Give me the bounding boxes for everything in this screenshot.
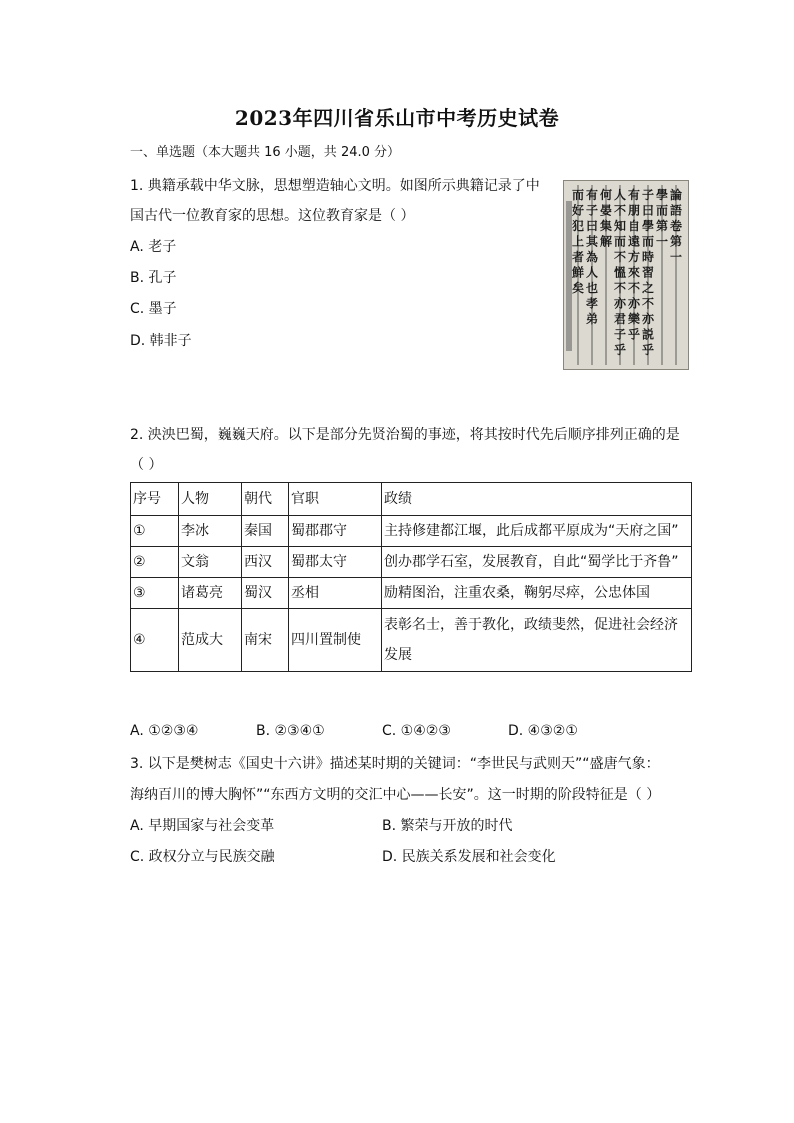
table-cell: 诸葛亮: [179, 578, 242, 609]
classical-glyph: 方: [627, 250, 641, 264]
table-cell: 范成大: [179, 609, 242, 672]
page-title: 2023年四川省乐山市中考历史试卷: [234, 106, 560, 130]
table-cell: ①: [131, 516, 179, 547]
q1-option-b: B. 孔子: [130, 270, 177, 286]
q3-text-line1: 3. 以下是樊树志《国史十六讲》描述某时期的关键词：“李世民与武则天”“盛唐气象：: [130, 756, 660, 772]
table-row: [131, 578, 692, 609]
table-cell: 励精图治，注重农桑，鞠躬尽瘁，公忠体国: [382, 578, 692, 609]
table-cell: 主持修建都江堰，此后成都平原成为“天府之国”: [382, 516, 692, 547]
classical-glyph: 集: [599, 219, 613, 233]
q1-option-a: A. 老子: [130, 239, 177, 255]
classical-glyph: 自: [627, 219, 641, 233]
classical-glyph: 而: [571, 188, 585, 202]
q1-text-line1: 1. 典籍承载中华文脉，思想塑造轴心文明。如图所示典籍记录了中: [130, 178, 540, 194]
classical-glyph: 亦: [613, 296, 627, 311]
q2-text-line2: （ ）: [130, 457, 163, 473]
table-cell: 西汉: [242, 547, 289, 578]
classical-glyph: 子: [585, 203, 599, 218]
classical-glyph: 知: [613, 219, 627, 233]
classical-glyph: 學: [641, 219, 655, 233]
classical-glyph: 有: [585, 188, 599, 202]
analects-scan-illustration: [564, 181, 688, 369]
classical-glyph: 上: [571, 234, 585, 249]
table-cell: 蜀汉: [242, 578, 289, 609]
section-heading: 一、单选题（本大题共 16 小题，共 24.0 分）: [130, 145, 401, 160]
q2-text-line1: 2. 泱泱巴蜀，巍巍天府。以下是部分先贤治蜀的事迹，将其按时代先后顺序排列正确的是: [130, 427, 680, 443]
table-cell: 蜀郡太守: [289, 547, 382, 578]
table-header-cell: 序号: [131, 483, 179, 516]
q3-text-line2: 海纳百川的博大胸怀”“东西方文明的交汇中心——长安”。这一时期的阶段特征是（ ）: [130, 787, 661, 803]
table-row: [131, 547, 692, 578]
q1-text-line2: 国古代一位教育家的思想。这位教育家是（ ）: [130, 208, 415, 224]
classical-glyph: 何: [599, 188, 613, 202]
analects-book-image: [563, 180, 689, 370]
table-row: [131, 516, 692, 547]
table-cell: 南宋: [242, 609, 289, 672]
classical-glyph: 來: [627, 265, 641, 280]
table-cell: 四川置制使: [289, 609, 382, 672]
classical-glyph: 説: [641, 327, 655, 342]
table-cell: 秦国: [242, 516, 289, 547]
table-cell: 蜀郡郡守: [289, 516, 382, 547]
classical-glyph: 犯: [571, 219, 585, 233]
classical-glyph: 不: [613, 203, 627, 218]
classical-glyph: 第: [655, 219, 669, 233]
classical-glyph: 一: [655, 234, 669, 249]
q3-option-b: B. 繁荣与开放的时代: [382, 818, 513, 834]
classical-glyph: 矣: [571, 281, 585, 295]
classical-glyph: 其: [585, 234, 599, 249]
classical-glyph: 乎: [641, 343, 655, 357]
classical-glyph: 乎: [613, 343, 627, 357]
classical-glyph: 樂: [627, 312, 641, 326]
classical-glyph: 時: [641, 250, 655, 264]
classical-glyph: 曰: [641, 203, 655, 218]
classical-glyph: 遠: [627, 234, 641, 249]
classical-glyph: 不: [613, 250, 627, 264]
classical-glyph: 孝: [585, 296, 599, 311]
classical-glyph: 弟: [585, 312, 599, 326]
q2-option-b: B. ②③④①: [256, 723, 325, 739]
classical-glyph: 乎: [627, 327, 641, 342]
table-cell: 李冰: [179, 516, 242, 547]
classical-glyph: 者: [571, 250, 585, 264]
classical-glyph: 不: [627, 281, 641, 295]
classical-glyph: 亦: [627, 296, 641, 311]
q3-option-d: D. 民族关系发展和社会变化: [382, 849, 556, 865]
classical-glyph: 人: [585, 265, 599, 280]
q1-option-d: D. 韩非子: [130, 333, 192, 349]
classical-glyph: 人: [613, 188, 627, 202]
table-cell: ③: [131, 578, 179, 609]
table-cell: ②: [131, 547, 179, 578]
classical-glyph: 語: [669, 203, 683, 218]
classical-glyph: 君: [613, 312, 627, 326]
classical-glyph: 學: [655, 188, 669, 202]
q3-option-a: A. 早期国家与社会变革: [130, 818, 275, 834]
classical-glyph: 子: [613, 327, 627, 342]
q2-table: [130, 482, 692, 672]
classical-glyph: 之: [641, 281, 655, 295]
q2-option-c: C. ①④②③: [382, 723, 451, 739]
classical-glyph: 而: [641, 234, 655, 249]
classical-glyph: 一: [669, 250, 683, 264]
classical-glyph: 卷: [669, 219, 683, 233]
table-header-cell: 政绩: [382, 483, 692, 516]
classical-glyph: 第: [669, 234, 683, 249]
classical-glyph: 晏: [599, 203, 613, 218]
classical-glyph: 不: [641, 296, 655, 311]
table-header-row: [131, 483, 692, 516]
classical-glyph: 慍: [613, 265, 627, 280]
q2-option-a: A. ①②③④: [130, 723, 199, 739]
classical-glyph: 朋: [627, 203, 641, 218]
classical-glyph: 為: [585, 250, 599, 264]
table-cell: 创办郡学石室，发展教育，自此“蜀学比于齐鲁”: [382, 547, 692, 578]
classical-glyph: 而: [613, 234, 627, 249]
classical-glyph: 習: [641, 265, 655, 280]
classical-glyph: 好: [571, 203, 585, 218]
q1-option-c: C. 墨子: [130, 301, 177, 317]
table-cell: 文翁: [179, 547, 242, 578]
classical-glyph: 解: [599, 234, 613, 249]
table-header-cell: 人物: [179, 483, 242, 516]
classical-glyph: 鮮: [571, 265, 585, 280]
classical-glyph: 論: [669, 188, 683, 202]
classical-glyph: 而: [655, 203, 669, 218]
table-header-cell: 朝代: [242, 483, 289, 516]
classical-glyph: 子: [641, 188, 655, 202]
table-cell: ④: [131, 609, 179, 672]
classical-glyph: 也: [585, 281, 599, 295]
q3-option-c: C. 政权分立与民族交融: [130, 849, 275, 865]
table-cell: 丞相: [289, 578, 382, 609]
classical-glyph: 有: [627, 188, 641, 202]
classical-glyph: 曰: [585, 219, 599, 233]
table-cell: 表彰名士，善于教化，政绩斐然，促进社会经济发展: [382, 609, 692, 672]
table-row: [131, 609, 692, 672]
q2-option-d: D. ④③②①: [508, 723, 578, 739]
classical-glyph: 不: [613, 281, 627, 295]
table-header-cell: 官职: [289, 483, 382, 516]
classical-glyph: 亦: [641, 312, 655, 326]
